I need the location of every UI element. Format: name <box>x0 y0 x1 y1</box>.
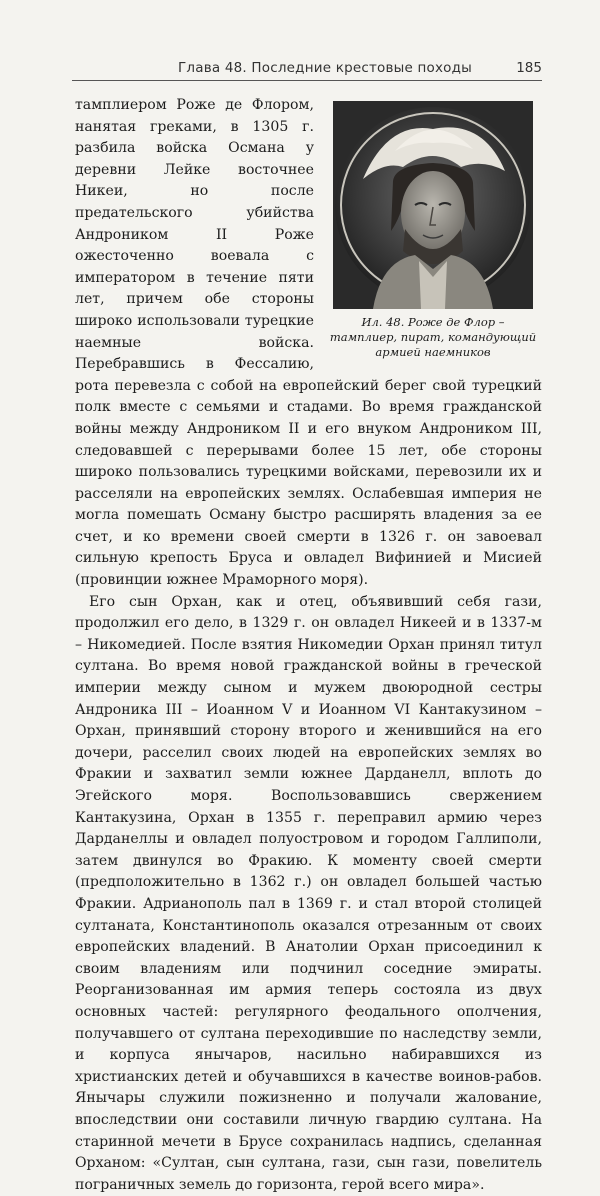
portrait-image <box>333 101 533 309</box>
figure-caption <box>324 315 542 360</box>
header-rule <box>72 80 542 81</box>
chapter-title: Глава 48. Последние крестовые походы <box>178 60 473 76</box>
page-number: 185 <box>516 60 542 76</box>
caption-text: Роже де Флор – тамплиер, пират, командующий армией наемников <box>329 315 537 359</box>
paragraph-1: тамплиером Роже де Флором, нанятая греками, в 1305 г. разбила войска Османа у деревни Лейке восточнее Никеи, но после предательского убийства Андроником II Роже ожесточенно воевала с императором в течение пяти лет, причем обе стороны широко использовали турецкие наемные войска. Перебравшись в Фессалию, рота перевезла с собой на европейский берег свой турецкий полк вместе с семьями и стадами. Во время гражданской войны между Андроником II и его внуком Андроником III, следовавшей с перерывами более 15 лет, обе стороны широко пользовались турецкими войсками, перевозили их и расселяли на европейских землях. Ослабевшая империя не могла помешать Осману быстро расширять владения за ее счет, и ко времени своей смерти в 1326 г. он завоевал сильную крепость Бруса и овладел Вифинией и Мисией (провинции южнее Мраморного моря). <box>75 97 542 589</box>
figure <box>324 95 542 357</box>
page-header <box>0 0 600 82</box>
body-text <box>75 95 542 1196</box>
caption-label: Ил. 48. <box>361 315 405 329</box>
paragraph-2: Его сын Орхан, как и отец, объявивший себя гази, продолжил его дело, в 1329 г. он овладел Никеей и в 1337-м – Никомедией. После взятия Никомедии Орхан принял титул султана. Во время новой гражданской войны в греческой империи между сыном и мужем двоюродной сестры Андроника III – Иоанном V и Иоанном VI Кантакузином – Орхан, принявший сторону второго и женившийся на его дочери, расселил своих людей на европейских землях во Фракии и захватил земли южнее Дарданелл, вплоть до Эгейского моря. Воспользовавшись свержением Кантакузина, Орхан в 1355 г. переправил армию через Дарданеллы и овладел полуостровом и городом Галлиполи, затем двинулся во Фракию. К моменту своей смерти (предположительно в 1362 г.) он овладел большей частью Фракии. Адрианополь пал в 1369 г. и стал второй столицей султаната, Константинополь оказался отрезанным от своих европейских владений. В Анатолии Орхан присоединил к своим владениям или подчинил соседние эмираты. Реорганизованная им армия теперь состояла из двух основных частей: регулярного феодального ополчения, получавшего от султана переходившие по наследству земли, и корпуса янычаров, насильно набиравшихся из христианских детей и обучавшихся в качестве воинов-рабов. Янычары служили пожизненно и получали жалование, впоследствии они составили личную гвардию султана. На старинной мечети в Брусе сохранилась надпись, сделанная Орханом: «Султан, сын султана, гази, сын гази, повелитель пограничных земель до горизонта, герой всего мира». <box>75 593 542 1193</box>
